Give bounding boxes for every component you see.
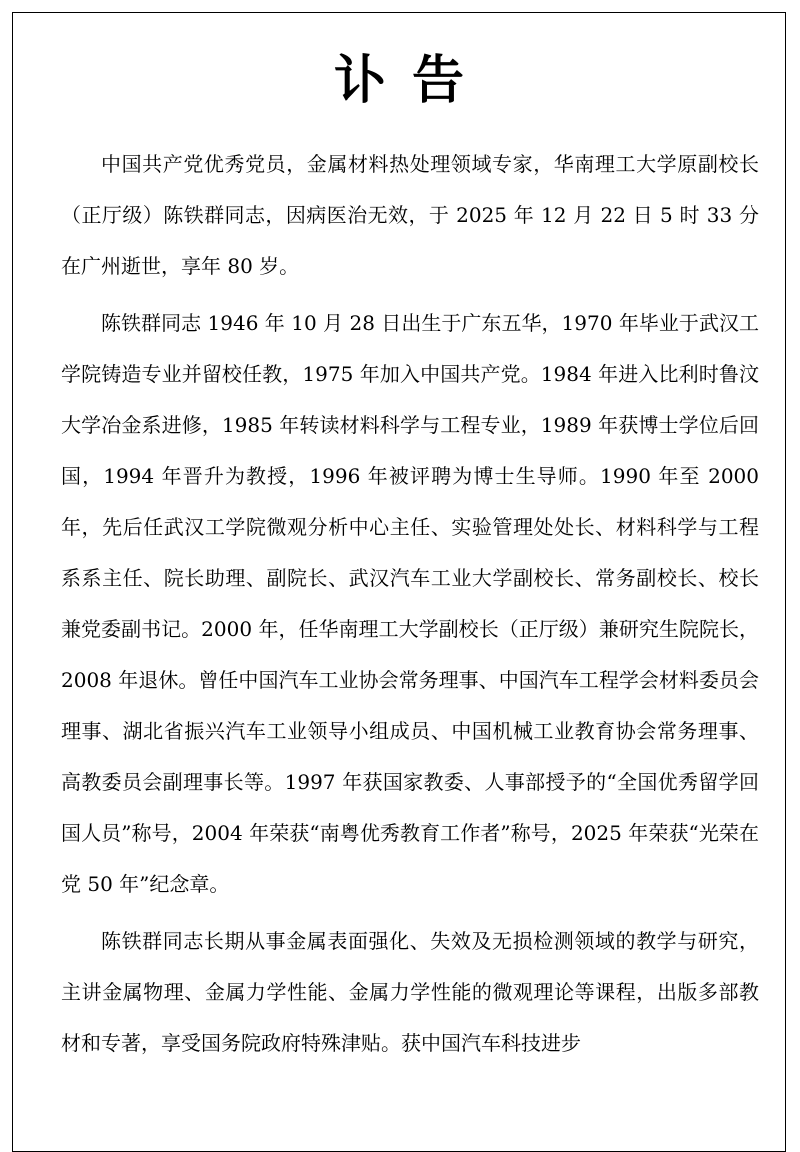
- obituary-body: [13, 139, 785, 1069]
- paragraph-biography: 陈铁群同志 1946 年 10 月 28 日出生于广东五华，1970 年毕业于武汉工学院铸造专业并留校任教，1975 年加入中国共产党。1984 年进入比利时鲁汶大学冶金系进修，1985 年转读材料科学与工程专业，1989 年获博士学位后回国，1994 年晋升为教授，1996 年被评聘为博士生导师。1990 年至 2000 年，先后任武汉工学院微观分析中心主任、实验管理处处长、材料科学与工程系系主任、院长助理、副院长、武汉汽车工业大学副校长、常务副校长、校长兼党委副书记。2000 年，任华南理工大学副校长（正厅级）兼研究生院院长，2008 年退休。曾任中国汽车工业协会常务理事、中国汽车工程学会材料委员会理事、湖北省振兴汽车工业领导小组成员、中国机械工业教育协会常务理事、高教委员会副理事长等。1997 年获国家教委、人事部授予的“全国优秀留学回国人员”称号，2004 年荣获“南粤优秀教育工作者”称号，2025 年荣获“光荣在党 50 年”纪念章。: [61, 311, 759, 896]
- paragraph-announcement: 中国共产党优秀党员，金属材料热处理领域专家，华南理工大学原副校长（正厅级）陈铁群同志，因病医治无效，于 2025 年 12 月 22 日 5 时 33 分在广州逝世，享年 80 岁。: [61, 152, 759, 278]
- obituary-page: [12, 12, 786, 1152]
- obituary-title: 讣告: [333, 51, 490, 111]
- paragraph-academic-work: 陈铁群同志长期从事金属表面强化、失效及无损检测领域的教学与研究，主讲金属物理、金属力学性能、金属力学性能的微观理论等课程，出版多部教材和专著，享受国务院政府特殊津贴。获中国汽车科技进步: [61, 929, 759, 1055]
